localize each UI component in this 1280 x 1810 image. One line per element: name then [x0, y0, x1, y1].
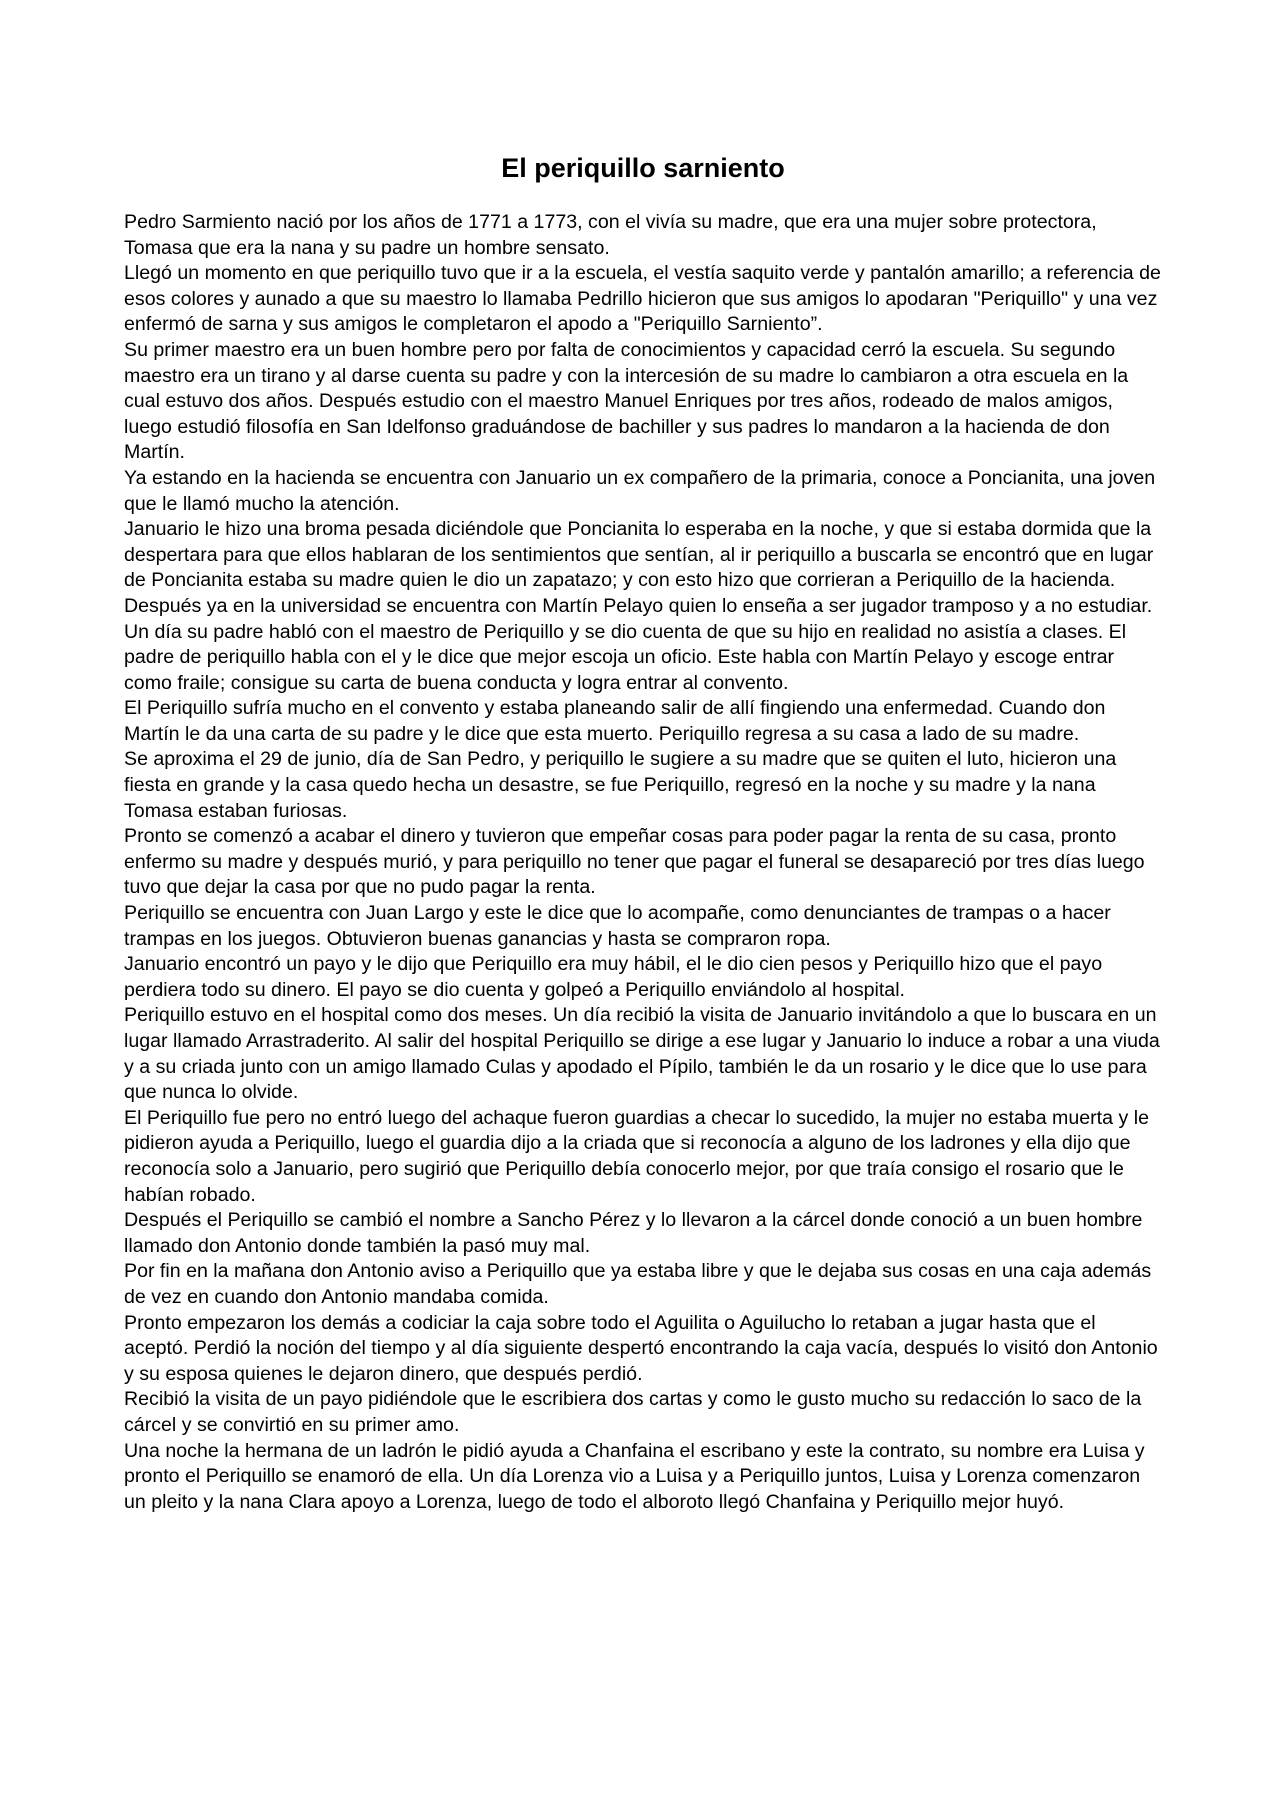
- paragraph: Pronto empezaron los demás a codiciar la caja sobre todo el Aguilita o Aguilucho lo retaban a jugar hasta que el aceptó. Perdió la noción del tiempo y al día siguiente despertó encontrando la caja vacía, después lo visitó don Antonio y su esposa quienes le dejaron dinero, que después perdió.: [124, 1311, 1158, 1385]
- paragraph: Januario encontró un payo y le dijo que Periquillo era muy hábil, el le dio cien pesos y Periquillo hizo que el payo perdiera todo su dinero. El payo se dio cuenta y golpeó a Periquillo enviándolo al hospital.: [124, 953, 1103, 1001]
- paragraph: Su primer maestro era un buen hombre pero por falta de conocimientos y capacidad cerró la escuela. Su segundo maestro era un tirano y al darse cuenta su padre y con la intercesión de su madre lo cambiaron a otra escuela en la cual estuvo dos años. Después estudio con el maestro Manuel Enriques por tres años, rodeado de malos amigos, luego estudió filosofía en San Idelfonso graduándose de bachiller y sus padres lo mandaron a la hacienda de don Martín.: [124, 338, 1129, 464]
- document-title: El periquillo sarniento: [501, 153, 785, 183]
- paragraph: El Periquillo sufría mucho en el convento y estaba planeando salir de allí fingiendo una enfermedad. Cuando don Martín le da una carta de su padre y le dice que esta muerto. Periquillo regresa a su casa a lado de su madre.: [124, 697, 1106, 745]
- paragraph: Pedro Sarmiento nació por los años de 1771 a 1773, con el vivía su madre, que era una mujer sobre protectora, Tomasa que era la nana y su padre un hombre sensato.: [124, 211, 1097, 259]
- paragraph: Llegó un momento en que periquillo tuvo que ir a la escuela, el vestía saquito verde y pantalón amarillo; a referencia de esos colores y aunado a que su maestro lo llamaba Pedrillo hicieron que sus amigos lo apodaran "Periquillo" y una vez enfermó de sarna y sus amigos le completaron el apodo a "Periquillo Sarniento”.: [124, 262, 1161, 336]
- paragraph: Por fin en la mañana don Antonio aviso a Periquillo que ya estaba libre y que le dejaba sus cosas en una caja además de vez en cuando don Antonio mandaba comida.: [124, 1260, 1152, 1308]
- paragraph: Ya estando en la hacienda se encuentra con Januario un ex compañero de la primaria, conoce a Poncianita, una joven que le llamó mucho la atención.: [124, 466, 1156, 515]
- paragraph: Se aproxima el 29 de junio, día de San Pedro, y periquillo le sugiere a su madre que se quiten el luto, hicieron una fiesta en grande y la casa quedo hecha un desastre, se fue Periquillo, regresó en la noche y su madre y la nana Tomasa estaban furiosas.: [124, 748, 1117, 822]
- document-body: [124, 210, 1162, 1515]
- paragraph: Una noche la hermana de un ladrón le pidió ayuda a Chanfaina el escribano y este la contrato, su nombre era Luisa y pronto el Periquillo se enamoró de ella. Un día Lorenza vio a Luisa y a Periquillo juntos, Luisa y Lorenza comenzaron un pleito y la nana Clara apoyo a Lorenza, luego de todo el alboroto llegó Chanfaina y Periquillo mejor huyó.: [124, 1439, 1145, 1513]
- paragraph: Después ya en la universidad se encuentra con Martín Pelayo quien lo enseña a ser jugador tramposo y a no estudiar. Un día su padre habló con el maestro de Periquillo y se dio cuenta de que su hijo en realidad no asistía a clases. El padre de periquillo habla con el y le dice que mejor escoja un oficio. Este habla con Martín Pelayo y escoge entrar como fraile; consigue su carta de buena conducta y logra entrar al convento.: [124, 594, 1153, 694]
- paragraph: Januario le hizo una broma pesada diciéndole que Poncianita lo esperaba en la noche, y que si estaba dormida que la despertara para que ellos hablaran de los sentimientos que sentían, al ir periquillo a buscarla se encontró que en lugar de Poncianita estaba su madre quien le dio un zapatazo; y con esto hizo que corrieran a Periquillo de la hacienda.: [124, 518, 1154, 592]
- paragraph: El Periquillo fue pero no entró luego del achaque fueron guardias a checar lo sucedido, la mujer no estaba muerta y le pidieron ayuda a Periquillo, luego el guardia dijo a la criada que si reconocía a alguno de los ladrones y ella dijo que reconocía solo a Januario, pero sugirió que Periquillo debía conocerlo mejor, por que traía consigo el rosario que le habían robado.: [124, 1106, 1149, 1206]
- paragraph: Pronto se comenzó a acabar el dinero y tuvieron que empeñar cosas para poder pagar la renta de su casa, pronto enfermo su madre y después murió, y para periquillo no tener que pagar el funeral se desapareció por tres días luego tuvo que dejar la casa por que no pudo pagar la renta.: [124, 825, 1145, 899]
- paragraph: Recibió la visita de un payo pidiéndole que le escribiera dos cartas y como le gusto mucho su redacción lo saco de la cárcel y se convirtió en su primer amo.: [124, 1388, 1142, 1436]
- paragraph: Después el Periquillo se cambió el nombre a Sancho Pérez y lo llevaron a la cárcel donde conoció a un buen hombre llamado don Antonio donde también la pasó muy mal.: [124, 1209, 1143, 1257]
- paragraph: Periquillo se encuentra con Juan Largo y este le dice que lo acompañe, como denunciantes de trampas o a hacer trampas en los juegos. Obtuvieron buenas ganancias y hasta se compraron ropa.: [124, 902, 1111, 950]
- paragraph: Periquillo estuvo en el hospital como dos meses. Un día recibió la visita de Januario invitándolo a que lo buscara en un lugar llamado Arrastraderito. Al salir del hospital Periquillo se dirige a ese lugar y Januario lo induce a robar a una viuda y a su criada junto con un amigo llamado Culas y apodado el Pípilo, también le da un rosario y le dice que lo use para que nunca lo olvide.: [124, 1004, 1160, 1104]
